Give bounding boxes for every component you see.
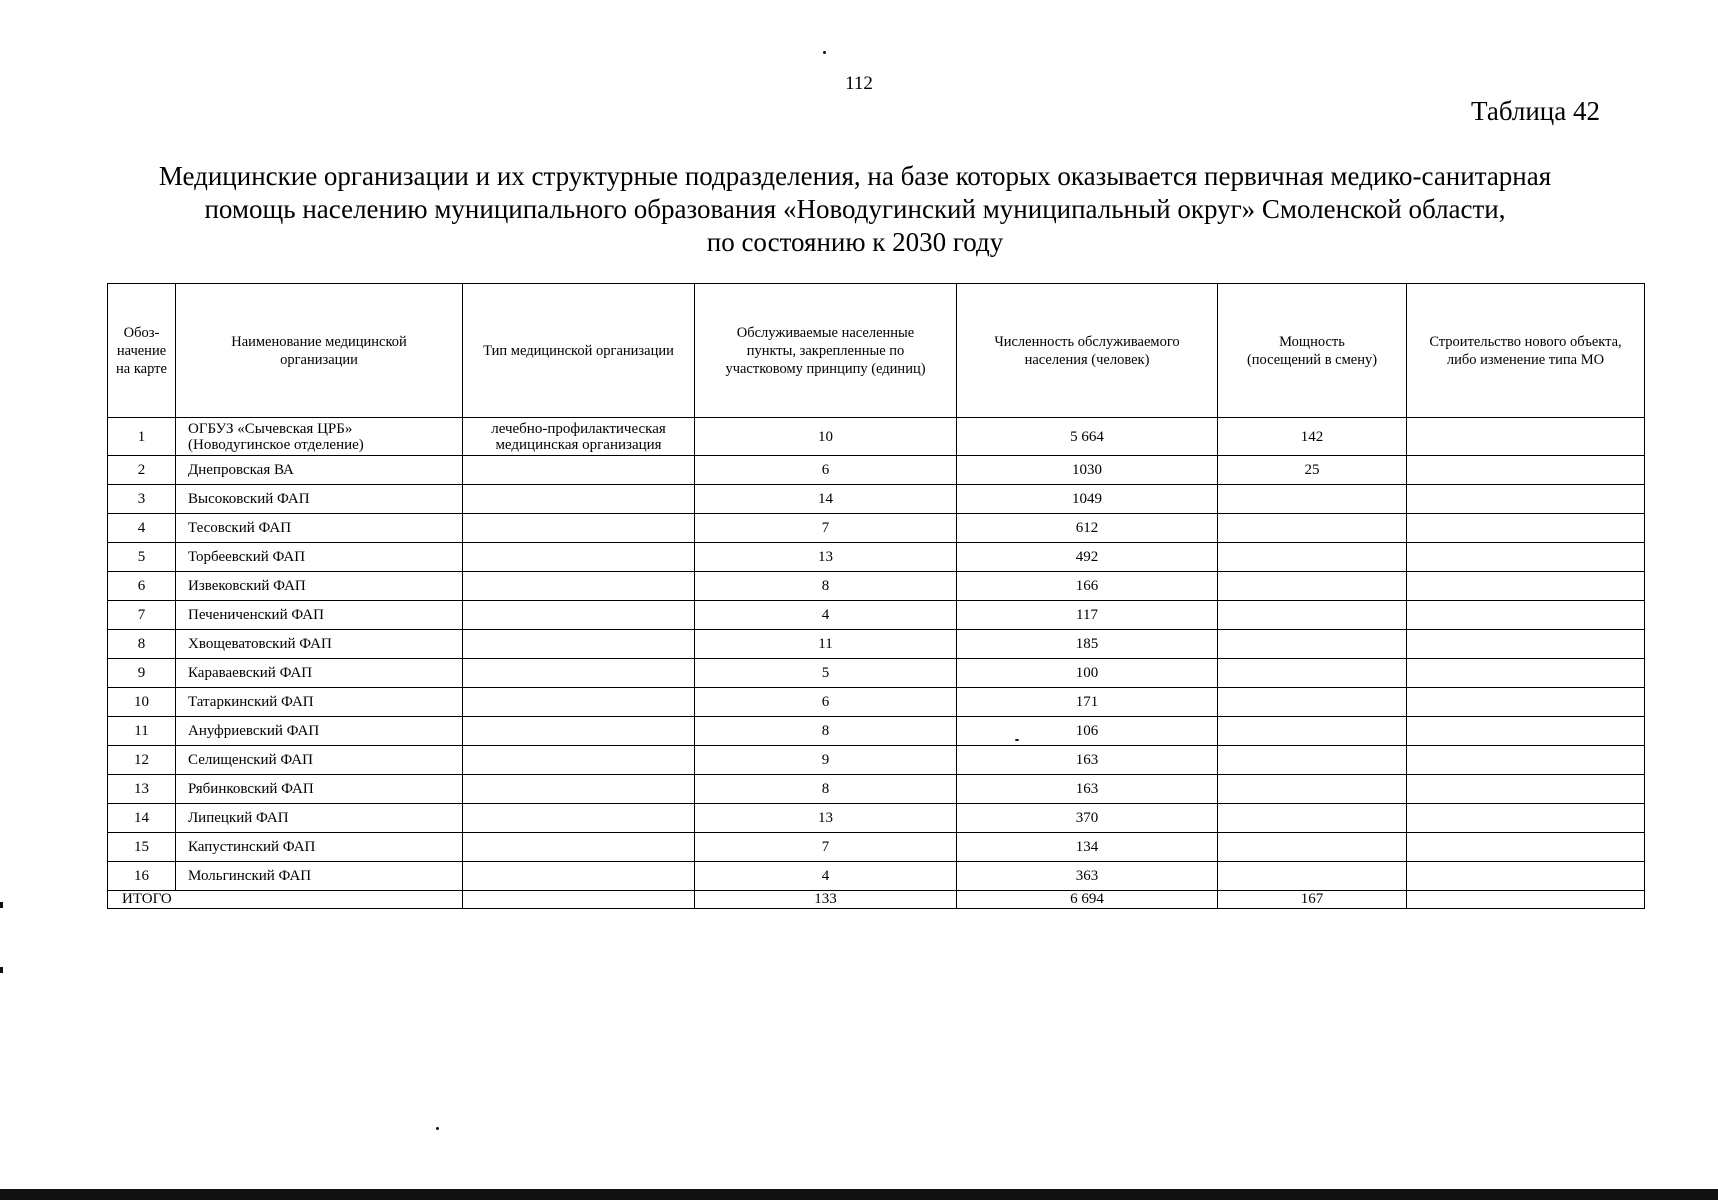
cell-construction [1407,862,1645,891]
cell-map-designation: 16 [108,862,176,891]
table-row [108,862,1645,891]
cell-construction [1407,572,1645,601]
cell-map-designation: 10 [108,688,176,717]
cell-settlements: 6 [695,688,957,717]
cell-population: 163 [957,775,1218,804]
cell-capacity [1218,659,1407,688]
cell-population: 106 [957,717,1218,746]
page-number: 112 [845,73,873,94]
cell-org-type [463,804,695,833]
cell-map-designation: 6 [108,572,176,601]
cell-map-designation: 12 [108,746,176,775]
total-construction [1407,891,1645,909]
cell-population: 117 [957,601,1218,630]
cell-capacity [1218,688,1407,717]
cell-org-name: Извековский ФАП [176,572,463,601]
cell-org-name: Татаркинский ФАП [176,688,463,717]
cell-capacity: 142 [1218,418,1407,456]
cell-org-name: Днепровская ВА [176,456,463,485]
cell-settlements: 8 [695,775,957,804]
cell-org-type [463,514,695,543]
cell-capacity [1218,862,1407,891]
header-map-designation: Обоз- начение на карте [108,284,176,418]
document-title [80,160,1630,259]
cell-map-designation: 1 [108,418,176,456]
cell-org-name: Печениченский ФАП [176,601,463,630]
cell-map-designation: 7 [108,601,176,630]
cell-capacity [1218,775,1407,804]
cell-org-type [463,601,695,630]
table-row [108,418,1645,456]
table-row [108,746,1645,775]
cell-construction [1407,456,1645,485]
cell-settlements: 6 [695,456,957,485]
cell-construction [1407,775,1645,804]
header-org-name: Наименование медицинской организации [176,284,463,418]
cell-map-designation: 13 [108,775,176,804]
cell-population: 1030 [957,456,1218,485]
cell-settlements: 11 [695,630,957,659]
cell-construction [1407,688,1645,717]
cell-map-designation: 15 [108,833,176,862]
cell-org-type [463,717,695,746]
cell-map-designation: 8 [108,630,176,659]
cell-settlements: 9 [695,746,957,775]
cell-construction [1407,659,1645,688]
cell-org-type [463,543,695,572]
table-row [108,543,1645,572]
cell-capacity [1218,630,1407,659]
scan-speck [823,51,826,54]
cell-construction [1407,630,1645,659]
cell-org-name: Селищенский ФАП [176,746,463,775]
cell-org-type [463,659,695,688]
cell-population: 492 [957,543,1218,572]
cell-construction [1407,746,1645,775]
cell-org-type [463,833,695,862]
cell-map-designation: 3 [108,485,176,514]
cell-map-designation: 9 [108,659,176,688]
scan-edge-mark [0,967,3,973]
table-row [108,601,1645,630]
cell-org-type [463,688,695,717]
cell-settlements: 13 [695,804,957,833]
cell-org-name: Караваевский ФАП [176,659,463,688]
cell-org-type [463,862,695,891]
table-row [108,688,1645,717]
cell-settlements: 8 [695,572,957,601]
header-settlements: Обслуживаемые населенные пункты, закрепленные по участковому принципу (единиц) [695,284,957,418]
cell-settlements: 7 [695,833,957,862]
cell-settlements: 4 [695,601,957,630]
header-org-type: Тип медицинской организации [463,284,695,418]
cell-construction [1407,804,1645,833]
cell-org-name: ОГБУЗ «Сычевская ЦРБ» (Новодугинское отделение) [176,418,463,456]
total-settlements: 133 [695,891,957,909]
cell-org-type: лечебно-профилактическая медицинская организация [463,418,695,456]
cell-map-designation: 11 [108,717,176,746]
cell-population: 5 664 [957,418,1218,456]
scan-speck [1015,739,1019,741]
table-row [108,804,1645,833]
cell-capacity [1218,804,1407,833]
table-row [108,659,1645,688]
scan-speck [436,1127,439,1130]
cell-construction [1407,543,1645,572]
cell-settlements: 8 [695,717,957,746]
title-line-2: помощь населению муниципального образования «Новодугинский муниципальный округ» Смоленской области, [204,194,1506,224]
table-row [108,485,1645,514]
cell-map-designation: 2 [108,456,176,485]
cell-construction [1407,601,1645,630]
cell-org-type [463,572,695,601]
cell-settlements: 10 [695,418,957,456]
cell-org-type [463,485,695,514]
cell-org-type [463,775,695,804]
cell-org-name: Капустинский ФАП [176,833,463,862]
total-row [108,891,1645,909]
cell-settlements: 5 [695,659,957,688]
cell-org-name: Ануфриевский ФАП [176,717,463,746]
title-line-1: Медицинские организации и их структурные подразделения, на базе которых оказывается первичная медико-санитарная [158,161,1552,191]
cell-capacity [1218,717,1407,746]
title-line-3: по состоянию к 2030 году [706,227,1004,257]
cell-map-designation: 4 [108,514,176,543]
cell-org-type [463,630,695,659]
cell-population: 370 [957,804,1218,833]
cell-settlements: 4 [695,862,957,891]
cell-capacity: 25 [1218,456,1407,485]
total-type [463,891,695,909]
medical-organizations-table [107,283,1645,909]
cell-capacity [1218,746,1407,775]
cell-population: 1049 [957,485,1218,514]
total-population: 6 694 [957,891,1218,909]
cell-population: 185 [957,630,1218,659]
cell-org-type [463,746,695,775]
cell-settlements: 13 [695,543,957,572]
table-row [108,833,1645,862]
cell-population: 100 [957,659,1218,688]
cell-capacity [1218,543,1407,572]
table-row [108,572,1645,601]
cell-construction [1407,833,1645,862]
table-row [108,717,1645,746]
cell-population: 171 [957,688,1218,717]
cell-population: 134 [957,833,1218,862]
cell-org-name: Мольгинский ФАП [176,862,463,891]
cell-capacity [1218,601,1407,630]
cell-construction [1407,418,1645,456]
table-row [108,630,1645,659]
cell-capacity [1218,572,1407,601]
cell-map-designation: 5 [108,543,176,572]
cell-construction [1407,514,1645,543]
table-label: Таблица 42 [1471,96,1600,126]
cell-settlements: 14 [695,485,957,514]
cell-org-name: Хвощеватовский ФАП [176,630,463,659]
cell-org-name: Высоковский ФАП [176,485,463,514]
cell-population: 612 [957,514,1218,543]
cell-capacity [1218,833,1407,862]
cell-org-type [463,456,695,485]
cell-population: 163 [957,746,1218,775]
cell-org-name: Тесовский ФАП [176,514,463,543]
total-label: ИТОГО [108,891,463,909]
scan-edge-mark [0,902,3,908]
cell-capacity [1218,514,1407,543]
header-row [108,284,1645,418]
cell-construction [1407,717,1645,746]
table-body [108,418,1645,891]
cell-construction [1407,485,1645,514]
scan-bottom-edge [0,1189,1718,1200]
cell-settlements: 7 [695,514,957,543]
cell-population: 363 [957,862,1218,891]
cell-map-designation: 14 [108,804,176,833]
table-row [108,775,1645,804]
header-population: Численность обслуживаемого населения (человек) [957,284,1218,418]
total-capacity: 167 [1218,891,1407,909]
cell-population: 166 [957,572,1218,601]
table-row [108,514,1645,543]
header-capacity: Мощность (посещений в смену) [1218,284,1407,418]
table-row [108,456,1645,485]
cell-org-name: Торбеевский ФАП [176,543,463,572]
cell-org-name: Рябинковский ФАП [176,775,463,804]
cell-capacity [1218,485,1407,514]
cell-org-name: Липецкий ФАП [176,804,463,833]
header-construction: Строительство нового объекта, либо изменение типа МО [1407,284,1645,418]
